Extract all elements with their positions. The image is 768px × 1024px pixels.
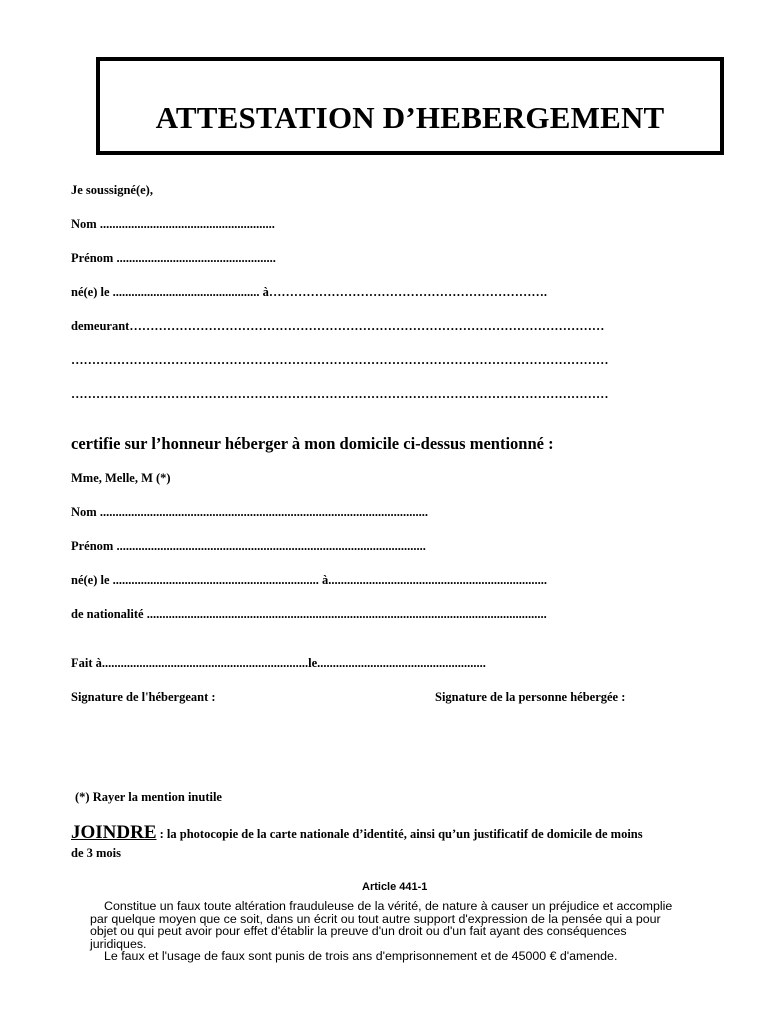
article-body — [90, 900, 710, 963]
article-heading: Article 441-1 — [362, 881, 428, 893]
host-intro: Je soussigné(e), — [71, 183, 153, 197]
title-box — [96, 57, 724, 155]
article-line-1: Constitue un faux toute altération frauduleuse de la vérité, de nature à causer un préjudice et accomplie — [104, 899, 673, 913]
guest-nationalite-field: de nationalité ................................................................................................................................ — [71, 607, 547, 621]
host-address-line-2: ………………………………………………………………………………………………………………… — [71, 353, 609, 367]
fait-a-field: Fait à..................................................................le...................................................... — [71, 656, 486, 670]
host-demeurant-field: demeurant…………………………………………………………………………………………………… — [71, 319, 605, 333]
page-title: ATTESTATION D’HEBERGEMENT — [155, 100, 665, 135]
host-address-line-3: ………………………………………………………………………………………………………………… — [71, 387, 609, 401]
article-line-4: juridiques. — [90, 936, 147, 951]
guest-nom-field: Nom ......................................................................................................... — [71, 505, 428, 519]
guest-prenom-field: Prénom ................................................................................................... — [71, 539, 426, 553]
signature-heberge-label: Signature de la personne hébergée : — [435, 690, 626, 704]
joindre-text-line-2: de 3 mois — [71, 846, 121, 860]
guest-civilite: Mme, Melle, M (*) — [71, 471, 171, 485]
article-line-3: objet ou qui peut avoir pour effet d'établir la preuve d'un droit ou d'un fait ayant des conséquences — [90, 924, 627, 939]
joindre-line — [71, 822, 643, 844]
article-line-5: Le faux et l'usage de faux sont punis de trois ans d'emprisonnement et de 45000 € d'amende. — [104, 949, 618, 964]
host-prenom-field: Prénom ................................................... — [71, 251, 276, 265]
host-naissance-field: né(e) le ............................................... à…………………………………………………………. — [71, 285, 548, 299]
host-nom-field: Nom ........................................................ — [71, 217, 275, 231]
joindre-label: JOINDRE — [71, 822, 157, 843]
guest-naissance-field: né(e) le .................................................................. à...................................................................... — [71, 573, 548, 587]
signature-hebergeant-label: Signature de l'hébergeant : — [71, 690, 216, 704]
certifie-heading: certifie sur l’honneur héberger à mon domicile ci-dessus mentionné : — [71, 434, 554, 453]
joindre-text: : la photocopie de la carte nationale d’identité, ainsi qu’un justificatif de domicile de moins — [156, 827, 643, 841]
footnote: (*) Rayer la mention inutile — [75, 790, 222, 804]
article-line-2: par quelque moyen que ce soit, dans un écrit ou tout autre support d'expression de la pensée qui a pour — [90, 911, 661, 926]
